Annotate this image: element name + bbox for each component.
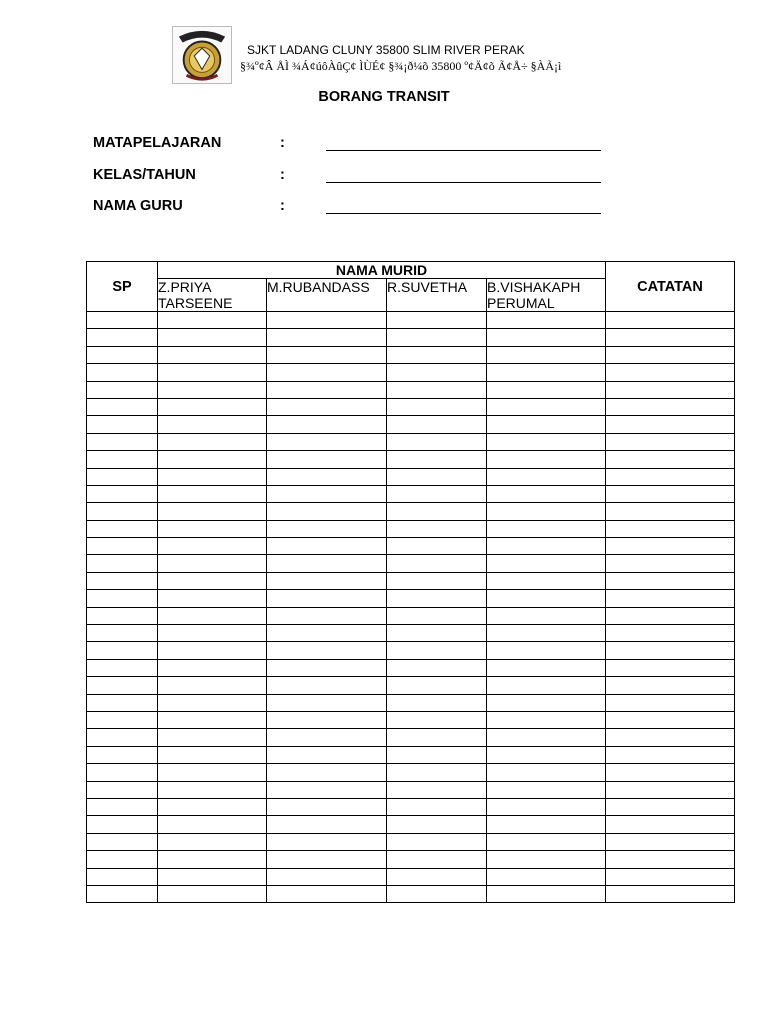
- table-cell[interactable]: [387, 520, 487, 537]
- table-cell[interactable]: [87, 503, 158, 520]
- school-crest-icon: [172, 26, 232, 84]
- table-cell[interactable]: [267, 451, 387, 468]
- table-row: [87, 555, 735, 572]
- table-cell[interactable]: [267, 329, 387, 346]
- field-label: NAMA GURU: [93, 198, 183, 214]
- table-cell[interactable]: [267, 868, 387, 885]
- table-cell[interactable]: [158, 764, 267, 781]
- table-cell[interactable]: [267, 416, 387, 433]
- table-cell[interactable]: [606, 381, 735, 398]
- table-cell[interactable]: [87, 364, 158, 381]
- table-cell[interactable]: [487, 746, 606, 763]
- table-cell[interactable]: [387, 346, 487, 363]
- table-cell[interactable]: [606, 729, 735, 746]
- table-cell[interactable]: [387, 398, 487, 415]
- student-name: Z.PRIYA TARSEENE: [158, 279, 267, 312]
- table-cell[interactable]: [267, 677, 387, 694]
- table-row: [87, 590, 735, 607]
- table-cell[interactable]: [87, 711, 158, 728]
- table-cell[interactable]: [87, 885, 158, 902]
- table-cell[interactable]: [158, 746, 267, 763]
- table-cell[interactable]: [487, 433, 606, 450]
- table-cell[interactable]: [87, 433, 158, 450]
- table-cell[interactable]: [158, 590, 267, 607]
- table-cell[interactable]: [267, 816, 387, 833]
- table-cell[interactable]: [487, 607, 606, 624]
- table-cell[interactable]: [387, 885, 487, 902]
- table-cell[interactable]: [87, 485, 158, 502]
- field-colon: :: [280, 135, 285, 151]
- table-cell[interactable]: [487, 468, 606, 485]
- table-cell[interactable]: [606, 607, 735, 624]
- form-title: BORANG TRANSIT: [318, 89, 450, 105]
- table-cell[interactable]: [387, 711, 487, 728]
- table-cell[interactable]: [606, 833, 735, 850]
- table-cell[interactable]: [87, 416, 158, 433]
- table-cell[interactable]: [487, 798, 606, 815]
- table-row: [87, 746, 735, 763]
- table-cell[interactable]: [387, 764, 487, 781]
- table-cell[interactable]: [487, 833, 606, 850]
- table-cell[interactable]: [158, 851, 267, 868]
- table-cell[interactable]: [158, 868, 267, 885]
- table-cell[interactable]: [267, 781, 387, 798]
- table-cell[interactable]: [267, 364, 387, 381]
- table-cell[interactable]: [606, 694, 735, 711]
- table-cell[interactable]: [487, 503, 606, 520]
- table-cell[interactable]: [606, 746, 735, 763]
- table-cell[interactable]: [387, 798, 487, 815]
- table-cell[interactable]: [387, 659, 487, 676]
- table-cell[interactable]: [606, 398, 735, 415]
- table-row: [87, 781, 735, 798]
- table-cell[interactable]: [267, 746, 387, 763]
- table-cell[interactable]: [87, 746, 158, 763]
- header-sp: SP: [87, 262, 158, 312]
- table-cell[interactable]: [487, 312, 606, 329]
- field-label: KELAS/TAHUN: [93, 167, 196, 183]
- table-cell[interactable]: [387, 607, 487, 624]
- table-cell[interactable]: [487, 711, 606, 728]
- table-cell[interactable]: [158, 729, 267, 746]
- table-cell[interactable]: [387, 694, 487, 711]
- table-row: [87, 711, 735, 728]
- table-cell[interactable]: [158, 798, 267, 815]
- table-cell[interactable]: [606, 659, 735, 676]
- table-cell[interactable]: [387, 381, 487, 398]
- table-cell[interactable]: [487, 851, 606, 868]
- table-cell[interactable]: [487, 625, 606, 642]
- table-cell[interactable]: [267, 398, 387, 415]
- table-cell[interactable]: [606, 416, 735, 433]
- student-name: B.VISHAKAPH PERUMAL: [487, 279, 606, 312]
- table-cell[interactable]: [606, 642, 735, 659]
- table-cell[interactable]: [158, 555, 267, 572]
- table-row: [87, 798, 735, 815]
- table-cell[interactable]: [387, 485, 487, 502]
- table-row: [87, 364, 735, 381]
- field-line[interactable]: [326, 182, 601, 183]
- table-cell[interactable]: [87, 781, 158, 798]
- table-cell[interactable]: [487, 555, 606, 572]
- table-cell[interactable]: [87, 659, 158, 676]
- table-cell[interactable]: [87, 312, 158, 329]
- table-row: [87, 538, 735, 555]
- table-cell[interactable]: [87, 451, 158, 468]
- table-cell[interactable]: [387, 729, 487, 746]
- table-cell[interactable]: [387, 451, 487, 468]
- table-cell[interactable]: [158, 642, 267, 659]
- table-cell[interactable]: [606, 329, 735, 346]
- table-row: [87, 416, 735, 433]
- table-cell[interactable]: [87, 625, 158, 642]
- table-cell[interactable]: [387, 833, 487, 850]
- table-cell[interactable]: [267, 711, 387, 728]
- table-cell[interactable]: [267, 607, 387, 624]
- table-cell[interactable]: [606, 798, 735, 815]
- table-cell[interactable]: [606, 868, 735, 885]
- table-cell[interactable]: [606, 677, 735, 694]
- table-row: [87, 694, 735, 711]
- table-cell[interactable]: [487, 572, 606, 589]
- table-row: [87, 607, 735, 624]
- table-cell[interactable]: [606, 625, 735, 642]
- table-row: [87, 451, 735, 468]
- table-cell[interactable]: [387, 851, 487, 868]
- table-cell[interactable]: [487, 451, 606, 468]
- table-cell[interactable]: [487, 885, 606, 902]
- field-nama-guru: [93, 198, 613, 218]
- table-cell[interactable]: [267, 885, 387, 902]
- table-cell[interactable]: [606, 816, 735, 833]
- field-line[interactable]: [326, 150, 601, 151]
- table-cell[interactable]: [158, 398, 267, 415]
- table-row: [87, 398, 735, 415]
- table-cell[interactable]: [267, 485, 387, 502]
- table-cell[interactable]: [387, 329, 487, 346]
- table-row: [87, 729, 735, 746]
- table-cell[interactable]: [267, 659, 387, 676]
- table-cell[interactable]: [487, 659, 606, 676]
- student-name: R.SUVETHA: [387, 279, 487, 312]
- header-nama-murid: NAMA MURID: [158, 262, 606, 279]
- table-cell[interactable]: [158, 468, 267, 485]
- table-cell[interactable]: [158, 711, 267, 728]
- table-row: [87, 851, 735, 868]
- table-cell[interactable]: [487, 329, 606, 346]
- table-cell[interactable]: [158, 781, 267, 798]
- table-cell[interactable]: [158, 451, 267, 468]
- field-matapelajaran: [93, 135, 613, 155]
- table-row: [87, 816, 735, 833]
- table-cell[interactable]: [87, 729, 158, 746]
- table-cell[interactable]: [387, 555, 487, 572]
- table-cell[interactable]: [87, 468, 158, 485]
- table-cell[interactable]: [267, 381, 387, 398]
- table-cell[interactable]: [267, 503, 387, 520]
- table-row: [87, 381, 735, 398]
- table-cell[interactable]: [87, 798, 158, 815]
- table-cell[interactable]: [158, 312, 267, 329]
- table-cell[interactable]: [158, 538, 267, 555]
- school-name: SJKT LADANG CLUNY 35800 SLIM RIVER PERAK: [247, 43, 525, 57]
- table-cell[interactable]: [387, 312, 487, 329]
- table-cell[interactable]: [387, 625, 487, 642]
- table-cell[interactable]: [606, 538, 735, 555]
- table-cell[interactable]: [158, 607, 267, 624]
- header-catatan: CATATAN: [606, 262, 735, 312]
- table-cell[interactable]: [606, 468, 735, 485]
- table-cell[interactable]: [87, 694, 158, 711]
- table-cell[interactable]: [387, 590, 487, 607]
- table-cell[interactable]: [487, 816, 606, 833]
- table-row: [87, 346, 735, 363]
- student-name: M.RUBANDASS: [267, 279, 387, 312]
- table-cell[interactable]: [87, 555, 158, 572]
- table-cell[interactable]: [606, 346, 735, 363]
- table-cell[interactable]: [267, 312, 387, 329]
- table-cell[interactable]: [487, 538, 606, 555]
- table-cell[interactable]: [487, 485, 606, 502]
- table-cell[interactable]: [158, 625, 267, 642]
- field-colon: :: [280, 167, 285, 183]
- table-cell[interactable]: [158, 885, 267, 902]
- table-row: [87, 468, 735, 485]
- table-cell[interactable]: [158, 433, 267, 450]
- table-row: [87, 520, 735, 537]
- table-cell[interactable]: [87, 572, 158, 589]
- table-cell[interactable]: [87, 833, 158, 850]
- table-cell[interactable]: [267, 642, 387, 659]
- field-colon: :: [280, 198, 285, 214]
- table-cell[interactable]: [487, 642, 606, 659]
- table-cell[interactable]: [606, 572, 735, 589]
- table-cell[interactable]: [606, 312, 735, 329]
- table-cell[interactable]: [267, 851, 387, 868]
- table-cell[interactable]: [158, 485, 267, 502]
- table-cell[interactable]: [606, 503, 735, 520]
- table-cell[interactable]: [606, 885, 735, 902]
- table-cell[interactable]: [387, 572, 487, 589]
- table-cell[interactable]: [87, 816, 158, 833]
- table-cell[interactable]: [267, 590, 387, 607]
- table-cell[interactable]: [606, 781, 735, 798]
- table-row: [87, 503, 735, 520]
- table-cell[interactable]: [267, 520, 387, 537]
- table-body: [87, 312, 735, 903]
- transit-table: [86, 261, 735, 903]
- table-cell[interactable]: [158, 346, 267, 363]
- table-cell[interactable]: [267, 433, 387, 450]
- table-row: [87, 433, 735, 450]
- table-cell[interactable]: [267, 346, 387, 363]
- table-cell[interactable]: [87, 590, 158, 607]
- table-cell[interactable]: [87, 346, 158, 363]
- table-cell[interactable]: [487, 729, 606, 746]
- table-cell[interactable]: [267, 729, 387, 746]
- table-cell[interactable]: [158, 833, 267, 850]
- field-label: MATAPELAJARAN: [93, 135, 222, 151]
- table-cell[interactable]: [87, 538, 158, 555]
- table-cell[interactable]: [158, 572, 267, 589]
- table-cell[interactable]: [267, 694, 387, 711]
- table-row: [87, 764, 735, 781]
- table-cell[interactable]: [487, 677, 606, 694]
- table-cell[interactable]: [267, 468, 387, 485]
- table-cell[interactable]: [387, 816, 487, 833]
- table-cell[interactable]: [606, 764, 735, 781]
- field-line[interactable]: [326, 213, 601, 214]
- table-row: [87, 868, 735, 885]
- table-cell[interactable]: [387, 781, 487, 798]
- table-cell[interactable]: [87, 607, 158, 624]
- table-cell[interactable]: [158, 503, 267, 520]
- school-name-tamil: §¾º¢Â ÅÌ ¾Á¢úôÀûÇ¢ ÌÙÉ¢ §¾¡ð¼õ 35800 º¢Ä¢õ Ã¢Å÷ §ÀÃ¡ì: [240, 59, 562, 73]
- table-cell[interactable]: [487, 346, 606, 363]
- table-cell[interactable]: [158, 677, 267, 694]
- table-cell[interactable]: [606, 711, 735, 728]
- table-cell[interactable]: [87, 520, 158, 537]
- table-cell[interactable]: [387, 468, 487, 485]
- table-cell[interactable]: [606, 851, 735, 868]
- table-cell[interactable]: [487, 764, 606, 781]
- table-row: [87, 329, 735, 346]
- table-row: [87, 659, 735, 676]
- table-cell[interactable]: [158, 816, 267, 833]
- table-cell[interactable]: [606, 485, 735, 502]
- table-cell[interactable]: [387, 433, 487, 450]
- table-cell[interactable]: [606, 555, 735, 572]
- table-cell[interactable]: [487, 868, 606, 885]
- table-cell[interactable]: [387, 677, 487, 694]
- table-cell[interactable]: [387, 868, 487, 885]
- table-row: [87, 833, 735, 850]
- table-cell[interactable]: [87, 642, 158, 659]
- table-cell[interactable]: [487, 520, 606, 537]
- table-cell[interactable]: [606, 451, 735, 468]
- table-cell[interactable]: [487, 381, 606, 398]
- table-cell[interactable]: [606, 433, 735, 450]
- table-cell[interactable]: [487, 398, 606, 415]
- table-row: [87, 312, 735, 329]
- table-cell[interactable]: [87, 329, 158, 346]
- table-cell[interactable]: [158, 694, 267, 711]
- table-cell[interactable]: [606, 364, 735, 381]
- field-kelas-tahun: [93, 167, 613, 187]
- table-row: [87, 572, 735, 589]
- table-cell[interactable]: [267, 833, 387, 850]
- table-cell[interactable]: [487, 781, 606, 798]
- table-cell[interactable]: [158, 416, 267, 433]
- table-cell[interactable]: [267, 798, 387, 815]
- table-cell[interactable]: [387, 538, 487, 555]
- table-cell[interactable]: [158, 329, 267, 346]
- table-cell[interactable]: [87, 764, 158, 781]
- table-cell[interactable]: [87, 398, 158, 415]
- table-cell[interactable]: [606, 590, 735, 607]
- table-row: [87, 625, 735, 642]
- table-cell[interactable]: [387, 642, 487, 659]
- table-row: [87, 885, 735, 902]
- table-cell[interactable]: [267, 572, 387, 589]
- table-cell[interactable]: [158, 520, 267, 537]
- table-cell[interactable]: [87, 868, 158, 885]
- table-cell[interactable]: [387, 364, 487, 381]
- table-row: [87, 642, 735, 659]
- table-cell[interactable]: [267, 555, 387, 572]
- table-row: [87, 485, 735, 502]
- table-cell[interactable]: [267, 538, 387, 555]
- table-cell[interactable]: [487, 694, 606, 711]
- table-cell[interactable]: [387, 503, 487, 520]
- table-cell[interactable]: [487, 364, 606, 381]
- table-cell[interactable]: [87, 677, 158, 694]
- table-cell[interactable]: [267, 625, 387, 642]
- table-cell[interactable]: [487, 590, 606, 607]
- table-cell[interactable]: [487, 416, 606, 433]
- table-row: [87, 677, 735, 694]
- table-cell[interactable]: [267, 764, 387, 781]
- table-cell[interactable]: [606, 520, 735, 537]
- table-cell[interactable]: [87, 851, 158, 868]
- table-cell[interactable]: [158, 659, 267, 676]
- table-cell[interactable]: [387, 746, 487, 763]
- table-cell[interactable]: [387, 416, 487, 433]
- table-cell[interactable]: [158, 381, 267, 398]
- table-cell[interactable]: [158, 364, 267, 381]
- table-cell[interactable]: [87, 381, 158, 398]
